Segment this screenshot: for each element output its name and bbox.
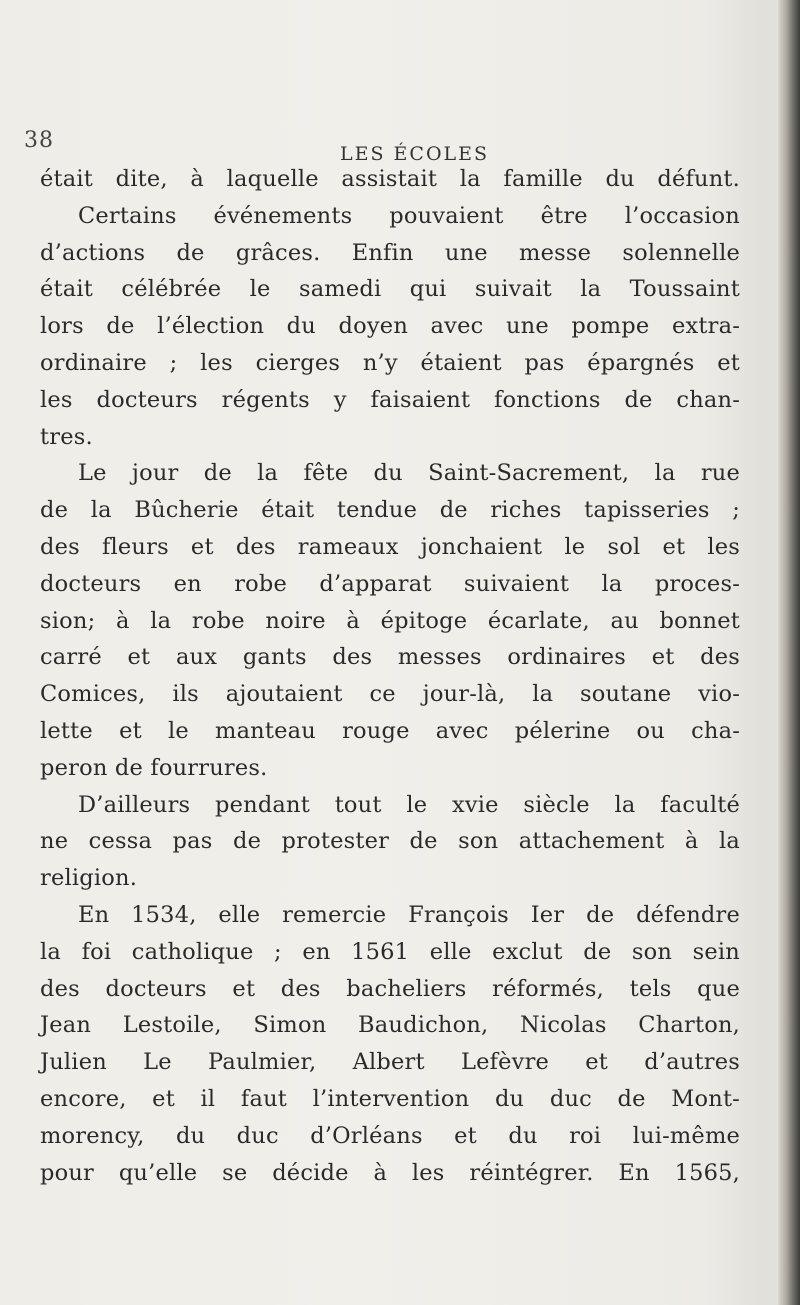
text-line: sion; à la robe noire à épitoge écarlate, au bonnet <box>40 607 740 634</box>
text-line: Le jour de la fête du Saint-Sacrement, la rue <box>78 460 740 487</box>
text-line: des docteurs et des bacheliers réformés, tels que <box>40 975 740 1002</box>
text-line: des fleurs et des rameaux jonchaient le sol et les <box>40 533 740 560</box>
text-line: de la Bûcherie était tendue de riches tapisseries ; <box>40 497 740 524</box>
text-line: ordinaire ; les cierges n’y étaient pas épargnés et <box>40 349 740 376</box>
text-line: lors de l’élection du doyen avec une pompe extra- <box>40 313 740 340</box>
text-line: était dite, à laquelle assistait la famille du défunt. <box>40 166 740 192</box>
text-line: tres. <box>40 423 93 450</box>
text-line: religion. <box>40 865 138 892</box>
text-line: D’ailleurs pendant tout le xvie siècle la faculté <box>78 791 740 818</box>
text-line: pour qu’elle se décide à les réintégrer. En 1565, <box>40 1159 740 1186</box>
text-line: les docteurs régents y faisaient fonctions de chan- <box>40 386 740 413</box>
text-line: ne cessa pas de protester de son attachement à la <box>40 828 740 855</box>
body-text <box>40 161 740 1191</box>
text-line: la foi catholique ; en 1561 elle exclut de son sein <box>40 938 740 965</box>
text-line: d’actions de grâces. Enfin une messe solennelle <box>40 239 740 266</box>
text-line: encore, et il faut l’intervention du duc de Mont- <box>40 1085 740 1112</box>
text-line: morency, du duc d’Orléans et du roi lui-même <box>40 1122 740 1149</box>
text-line: docteurs en robe d’apparat suivaient la proces- <box>40 570 740 597</box>
text-line: était célébrée le samedi qui suivait la Toussaint <box>40 276 740 303</box>
text-line: Certains événements pouvaient être l’occasion <box>78 202 740 229</box>
running-title: LES ÉCOLES <box>340 143 490 165</box>
text-line: En 1534, elle remercie François Ier de défendre <box>78 901 740 928</box>
text-line: Jean Lestoile, Simon Baudichon, Nicolas Charton, <box>40 1012 740 1039</box>
page-number: 38 <box>24 128 54 153</box>
text-line: peron de fourrures. <box>40 754 268 781</box>
book-spine-shadow <box>778 0 800 1305</box>
text-line: lette et le manteau rouge avec pélerine ou cha- <box>40 717 740 744</box>
text-line: Comices, ils ajoutaient ce jour-là, la soutane vio- <box>40 681 740 708</box>
text-line: carré et aux gants des messes ordinaires et des <box>40 644 740 671</box>
text-line: Julien Le Paulmier, Albert Lefèvre et d’autres <box>40 1049 740 1076</box>
